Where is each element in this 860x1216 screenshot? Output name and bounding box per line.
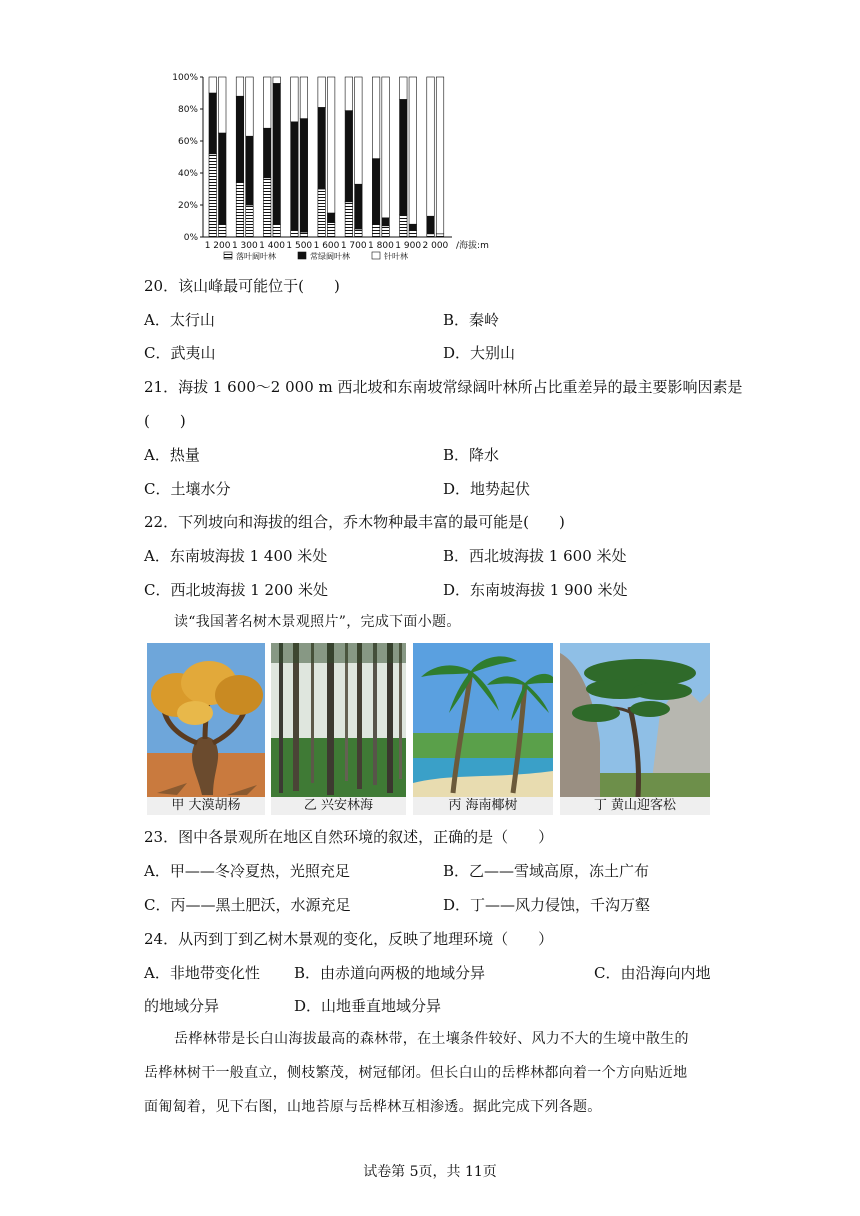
passage-line-2: 岳桦林树干一般直立，侧枝繁茂，树冠郁闭。但长白山的岳桦林都向着一个方向贴近地 bbox=[144, 1065, 688, 1081]
bar-segment bbox=[246, 77, 254, 136]
bar-segment bbox=[355, 229, 363, 237]
bar-segment bbox=[400, 99, 408, 214]
question-21-option-c[interactable]: C．土壤水分 bbox=[144, 480, 231, 498]
bar-segment bbox=[327, 213, 335, 223]
question-21-stem: 21．海拔 1 600～2 000 m 西北坡和东南坡常绿阔叶林所占比重差异的最主要影响因素是 bbox=[144, 378, 743, 396]
x-tick-label: 1 200 bbox=[204, 241, 231, 251]
bar-segment bbox=[427, 216, 435, 234]
question-24-option-c-cont: 的地域分异 bbox=[144, 997, 220, 1015]
photo-huangshan-pine bbox=[560, 643, 710, 815]
bar-segment bbox=[246, 136, 254, 205]
question-24-option-b[interactable]: B．由赤道向两极的地域分异 bbox=[294, 964, 486, 982]
bar-segment bbox=[372, 77, 380, 159]
question-20-option-d[interactable]: D．大别山 bbox=[443, 344, 516, 362]
bar-segment bbox=[209, 93, 217, 154]
bar-segment bbox=[382, 77, 390, 218]
x-tick-label: 1 600 bbox=[313, 241, 340, 251]
bar-segment bbox=[327, 77, 335, 213]
page-footer: 试卷第 5页，共 11页 bbox=[363, 1164, 497, 1180]
bar-segment bbox=[409, 231, 417, 237]
legend-swatch bbox=[372, 252, 380, 259]
y-tick-label: 20% bbox=[177, 201, 198, 211]
legend-label: 落叶阔叶林 bbox=[236, 252, 276, 261]
question-23-option-d[interactable]: D．丁——风力侵蚀，千沟万壑 bbox=[443, 896, 651, 914]
passage-line-1: 岳桦林带是长白山海拔最高的森林带，在土壤条件较好、风力不大的生境中散生的 bbox=[174, 1031, 689, 1047]
bar-segment bbox=[300, 77, 308, 119]
bar-segment bbox=[291, 77, 299, 122]
bar-segment bbox=[236, 183, 244, 237]
question-20-stem: 20．该山峰最可能位于( ) bbox=[144, 277, 340, 295]
question-20-option-b[interactable]: B．秦岭 bbox=[443, 311, 500, 329]
bar-segment bbox=[318, 107, 326, 189]
bar-segment bbox=[209, 154, 217, 237]
bar-segment bbox=[291, 122, 299, 231]
bar-segment bbox=[219, 133, 227, 224]
bar-segment bbox=[327, 223, 335, 237]
bar-segment bbox=[273, 83, 281, 224]
bar-segment bbox=[355, 77, 363, 184]
chart-bars bbox=[209, 77, 444, 237]
photo-xingan-forest bbox=[271, 643, 406, 815]
bar-segment bbox=[236, 96, 244, 182]
bar-segment bbox=[300, 232, 308, 237]
question-21-option-b[interactable]: B．降水 bbox=[443, 446, 500, 464]
photo-caption-4: 丁 黄山迎客松 bbox=[560, 797, 710, 815]
question-22-option-c[interactable]: C．西北坡海拔 1 200 米处 bbox=[144, 581, 328, 599]
x-tick-label: 1 500 bbox=[286, 241, 313, 251]
question-24-option-c[interactable]: C．由沿海向内地 bbox=[594, 964, 711, 982]
y-tick-label: 40% bbox=[177, 169, 198, 179]
bar-segment bbox=[263, 178, 271, 237]
question-21-option-d[interactable]: D．地势起伏 bbox=[443, 480, 531, 498]
bar-segment bbox=[382, 218, 390, 226]
y-tick-label: 0% bbox=[183, 233, 198, 243]
question-22-option-d[interactable]: D．东南坡海拔 1 900 米处 bbox=[443, 581, 628, 599]
bar-segment bbox=[318, 189, 326, 237]
intro-text: 读“我国著名树木景观照片”，完成下面小题。 bbox=[174, 614, 461, 630]
x-axis-label: /海拔:m bbox=[456, 241, 489, 251]
bar-segment bbox=[273, 77, 281, 83]
bar-segment bbox=[409, 77, 417, 224]
question-23-option-b[interactable]: B．乙——雪域高原，冻土广布 bbox=[443, 862, 650, 880]
x-tick-label: 2 000 bbox=[422, 241, 449, 251]
y-tick-label: 60% bbox=[177, 137, 198, 147]
question-24-option-a[interactable]: A．非地带变化性 bbox=[144, 964, 260, 982]
bar-segment bbox=[300, 119, 308, 233]
question-22-option-b[interactable]: B．西北坡海拔 1 600 米处 bbox=[443, 547, 627, 565]
bar-segment bbox=[219, 77, 227, 133]
legend-label: 常绿阔叶林 bbox=[310, 252, 350, 261]
legend-swatch bbox=[224, 252, 232, 259]
chart-legend bbox=[224, 251, 408, 261]
legend-swatch bbox=[298, 252, 306, 259]
y-tick-label: 100% bbox=[172, 73, 198, 83]
bar-segment bbox=[345, 202, 353, 237]
bar-segment bbox=[263, 77, 271, 128]
x-tick-label: 1 300 bbox=[231, 241, 258, 251]
bar-segment bbox=[372, 224, 380, 237]
x-tick-label: 1 700 bbox=[340, 241, 367, 251]
question-23-stem: 23．图中各景观所在地区自然环境的叙述，正确的是（ ） bbox=[144, 828, 554, 846]
photo-caption-2: 乙 兴安林海 bbox=[271, 797, 406, 815]
bar-segment bbox=[345, 111, 353, 202]
question-21-stem-cont: ( ) bbox=[144, 412, 186, 430]
question-23-option-a[interactable]: A．甲——冬冷夏热，光照充足 bbox=[144, 862, 350, 880]
bar-segment bbox=[263, 128, 271, 178]
bar-segment bbox=[427, 234, 435, 237]
passage-line-3: 面匍匐着，见下右图，山地苔原与岳桦林互相渗透。据此完成下列各题。 bbox=[144, 1099, 602, 1115]
bar-segment bbox=[372, 159, 380, 225]
photo-hainan-coconut bbox=[413, 643, 553, 815]
photo-desert-poplar bbox=[147, 643, 265, 815]
legend-label: 针叶林 bbox=[384, 252, 408, 261]
question-21-option-a[interactable]: A．热量 bbox=[144, 446, 200, 464]
bar-segment bbox=[409, 224, 417, 230]
bar-segment bbox=[427, 77, 435, 216]
bar-segment bbox=[382, 226, 390, 237]
bar-segment bbox=[318, 77, 326, 107]
x-tick-label: 1 400 bbox=[259, 241, 285, 251]
bar-segment bbox=[436, 234, 444, 237]
bar-segment bbox=[273, 224, 281, 237]
question-22-stem: 22．下列坡向和海拔的组合，乔木物种最丰富的最可能是( ) bbox=[144, 513, 565, 531]
bar-segment bbox=[345, 77, 353, 111]
question-23-option-c[interactable]: C．丙——黑土肥沃，水源充足 bbox=[144, 896, 351, 914]
bar-segment bbox=[219, 224, 227, 237]
bar-segment bbox=[355, 184, 363, 229]
bar-segment bbox=[400, 215, 408, 237]
bar-segment bbox=[246, 205, 254, 237]
bar-segment bbox=[436, 77, 444, 234]
question-24-option-d[interactable]: D．山地垂直地域分异 bbox=[294, 997, 442, 1015]
bar-segment bbox=[209, 77, 217, 93]
bar-segment bbox=[236, 77, 244, 96]
forest-composition-chart bbox=[160, 65, 505, 270]
bar-segment bbox=[291, 231, 299, 237]
y-tick-label: 80% bbox=[177, 105, 198, 115]
question-20-option-c[interactable]: C．武夷山 bbox=[144, 344, 216, 362]
bar-segment bbox=[400, 77, 408, 99]
photo-caption-3: 丙 海南椰树 bbox=[413, 797, 553, 815]
photo-caption-1: 甲 大漠胡杨 bbox=[147, 797, 265, 815]
question-20-option-a[interactable]: A．太行山 bbox=[144, 311, 215, 329]
question-22-option-a[interactable]: A．东南坡海拔 1 400 米处 bbox=[144, 547, 328, 565]
question-24-stem: 24．从丙到丁到乙树木景观的变化，反映了地理环境（ ） bbox=[144, 930, 554, 948]
x-tick-label: 1 900 bbox=[395, 241, 422, 251]
x-tick-label: 1 800 bbox=[368, 241, 394, 251]
